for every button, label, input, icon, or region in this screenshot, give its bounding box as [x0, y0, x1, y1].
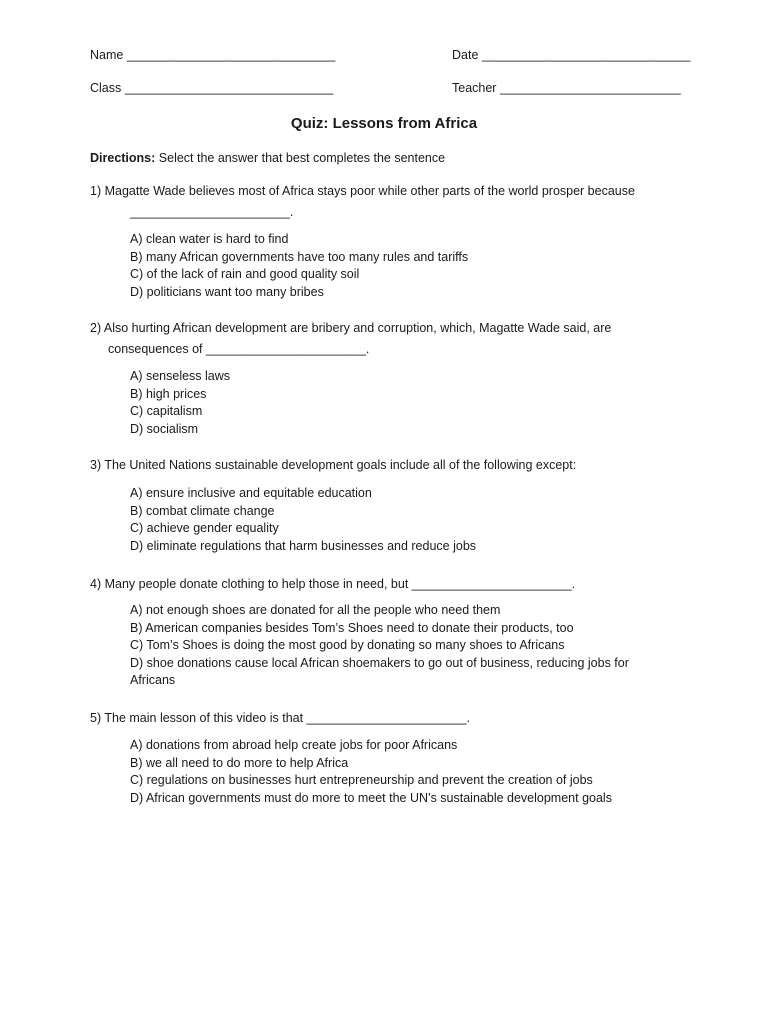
question-2-option-d: D) socialism — [130, 421, 199, 436]
question-4-option-a: A) not enough shoes are donated for all the people who need them — [130, 603, 501, 617]
question-2-option-a: A) senseless laws — [130, 369, 231, 383]
question-2-option-c: C) capitalism — [130, 404, 203, 418]
directions-text: Select the answer that best completes the sentence — [158, 151, 446, 165]
question-3-text: 3) The United Nations sustainable development goals include all of the following except: — [90, 458, 577, 472]
question-5-option-b: B) we all need to do more to help Africa — [130, 755, 349, 770]
question-5-option-d: D) African governments must do more to meet the UN’s sustainable development goals — [130, 790, 612, 805]
question-4-text: 4) Many people donate clothing to help those in need, but _______________________. — [90, 577, 576, 591]
question-5-text: 5) The main lesson of this video is that _______________________. — [90, 711, 470, 725]
question-3-option-a: A) ensure inclusive and equitable education — [130, 486, 372, 500]
class-field: Class ______________________________ — [90, 81, 334, 95]
question-1-option-a: A) clean water is hard to find — [130, 232, 289, 246]
question-2-text: 2) Also hurting African development are bribery and corruption, which, Magatte Wade said, are — [90, 321, 612, 335]
question-1-text: 1) Magatte Wade believes most of Africa stays poor while other parts of the world prosper because — [90, 184, 635, 198]
date-field: Date ______________________________ — [452, 48, 691, 62]
question-2-option-b: B) high prices — [130, 386, 207, 401]
question-3-option-b: B) combat climate change — [130, 503, 275, 518]
question-1-options — [130, 231, 468, 301]
question-5-option-c: C) regulations on businesses hurt entrepreneurship and prevent the creation of jobs — [130, 773, 593, 787]
question-3-option-c: C) achieve gender equality — [130, 521, 279, 535]
question-4-option-b: B) American companies besides Tom’s Shoes need to donate their products, too — [130, 620, 574, 635]
question-2-blank: consequences of _______________________. — [108, 342, 370, 356]
name-field: Name ______________________________ — [90, 48, 336, 62]
question-5-option-a: A) donations from abroad help create jobs for poor Africans — [130, 738, 458, 752]
page-title: Quiz: Lessons from Africa — [290, 115, 478, 132]
question-3-options — [130, 485, 476, 555]
question-1-option-c: C) of the lack of rain and good quality soil — [130, 267, 360, 281]
question-4-option-c: C) Tom’s Shoes is doing the most good by donating so many shoes to Africans — [130, 638, 565, 652]
question-3-option-d: D) eliminate regulations that harm businesses and reduce jobs — [130, 538, 477, 553]
question-1-option-d: D) politicians want too many bribes — [130, 284, 324, 299]
question-5-options — [130, 737, 612, 807]
directions — [90, 150, 445, 168]
question-2-options — [130, 368, 230, 438]
question-1-option-b: B) many African governments have too many rules and tariffs — [130, 249, 469, 264]
question-4-option-d: D) shoe donations cause local African shoemakers to go out of business, reducing jobs for Africans — [130, 655, 629, 687]
question-1-blank: _______________________. — [130, 205, 294, 219]
teacher-field: Teacher __________________________ — [452, 81, 681, 95]
directions-label: Directions: — [90, 151, 156, 165]
question-4-options — [130, 602, 650, 690]
